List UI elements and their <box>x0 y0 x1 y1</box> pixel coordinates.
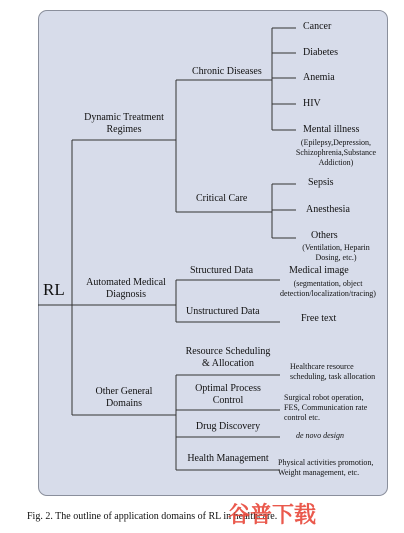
resource-scheduling-desc <box>290 362 375 382</box>
dtr-node-label <box>74 112 174 136</box>
optimal-desc-line2: FES, Communication rate <box>284 403 368 412</box>
dtr-label-line2: Regimes <box>106 124 142 135</box>
unstructured-data-label: Unstructured Data <box>186 306 260 317</box>
ogd-label-line1: Other General <box>95 386 153 397</box>
figure-caption: Fig. 2. The outline of application domains of RL in healthcare. <box>27 511 278 522</box>
others-note <box>290 243 382 263</box>
leaf-anesthesia: Anesthesia <box>306 204 350 215</box>
leaf-hiv: HIV <box>303 98 321 109</box>
dtr-label-line1: Dynamic Treatment <box>84 112 164 123</box>
root-node-label: RL <box>43 280 65 299</box>
mental-illness-note <box>286 138 386 168</box>
structured-data-label: Structured Data <box>190 265 254 276</box>
mental-note-line2: Schizophrenia,Substance <box>295 148 377 157</box>
health-management-label: Health Management <box>187 453 269 464</box>
ogd-node-label <box>74 386 174 410</box>
health-management-desc <box>278 458 373 478</box>
others-note-line2: Dosing, etc.) <box>315 253 357 262</box>
optimal-process-line2: Control <box>212 395 244 406</box>
amd-label-line2: Diagnosis <box>106 289 146 300</box>
amd-label-line1: Automated Medical <box>86 277 166 288</box>
watermark-logo <box>226 498 346 528</box>
drug-discovery-desc: de novo design <box>296 431 344 440</box>
resource-scheduling-label <box>176 346 280 370</box>
optimal-process-label <box>176 383 280 407</box>
medical-image-note-line2: detection/localization/tracing) <box>280 289 376 298</box>
optimal-desc-line1: Surgical robot operation, <box>284 393 364 402</box>
optimal-process-desc <box>284 393 367 423</box>
resource-desc-line2: scheduling, task allocation <box>290 372 376 381</box>
others-note-line1: (Ventilation, Heparin <box>302 243 370 252</box>
optimal-desc-line3: control etc. <box>284 413 320 422</box>
mental-note-line3: Addiction) <box>318 158 354 167</box>
chronic-diseases-label: Chronic Diseases <box>192 66 262 77</box>
leaf-mental-illness: Mental illness <box>303 124 360 135</box>
medical-image-note-line1: (segmentation, object <box>293 279 363 288</box>
resource-desc-line1: Healthcare resource <box>290 362 354 371</box>
leaf-sepsis: Sepsis <box>308 177 334 188</box>
health-desc-line1: Physical activities promotion, <box>278 458 374 467</box>
mental-note-line1: (Epilepsy,Depression, <box>300 138 372 147</box>
critical-care-label: Critical Care <box>196 193 248 204</box>
medical-image-note <box>270 279 386 299</box>
resource-scheduling-line2: & Allocation <box>202 358 254 369</box>
resource-scheduling-line1: Resource Scheduling <box>185 346 271 357</box>
leaf-diabetes: Diabetes <box>303 47 338 58</box>
amd-node-label <box>74 277 178 301</box>
svg-text:谷普下载: 谷普下载 <box>228 503 317 528</box>
health-desc-line2: Weight management, etc. <box>278 468 360 477</box>
optimal-process-line1: Optimal Process <box>195 383 261 394</box>
ogd-label-line2: Domains <box>105 398 143 409</box>
leaf-others: Others <box>311 230 338 241</box>
leaf-cancer: Cancer <box>303 21 332 32</box>
leaf-anemia: Anemia <box>303 72 335 83</box>
drug-discovery-label: Drug Discovery <box>195 421 261 432</box>
leaf-medical-image: Medical image <box>289 265 349 276</box>
leaf-free-text: Free text <box>301 313 337 324</box>
